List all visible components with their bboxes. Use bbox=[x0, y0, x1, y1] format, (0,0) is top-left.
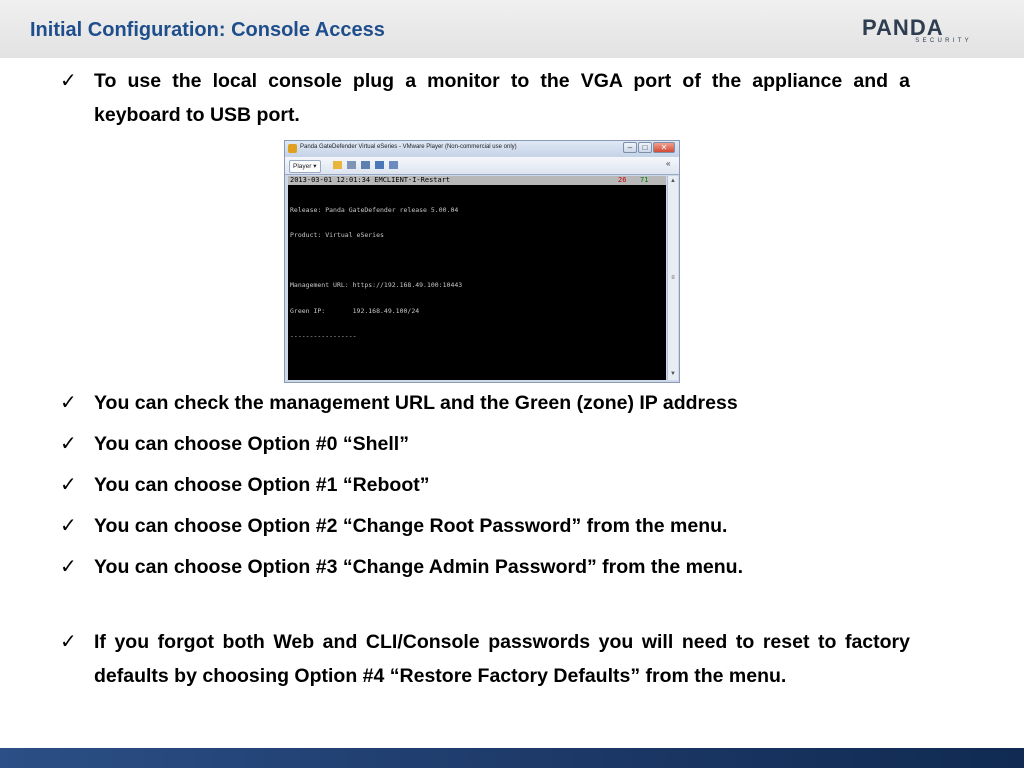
send-ctrl-alt-del-icon[interactable] bbox=[347, 161, 356, 169]
checkmark-icon: ✓ bbox=[60, 392, 77, 414]
window-title: Panda GateDefender Virtual eSeries - VMware Player (Non-commercial use only) bbox=[300, 144, 517, 150]
console-status-text: 2013-03-01 12:01:34 EMCLIENT-I-Restart bbox=[290, 176, 451, 184]
bullet-item bbox=[60, 625, 910, 693]
maximize-icon[interactable]: □ bbox=[638, 142, 652, 153]
slide-footer-bar bbox=[0, 748, 1024, 768]
vmware-player-window bbox=[284, 140, 680, 383]
bullet-item bbox=[60, 509, 910, 543]
vmware-app-icon bbox=[288, 144, 297, 153]
slide-title: Initial Configuration: Console Access bbox=[30, 19, 385, 41]
console-line: Release: Panda GateDefender release 5.00.04 bbox=[290, 205, 459, 214]
bullet-text: You can choose Option #3 “Change Admin Password” from the menu. bbox=[94, 556, 744, 578]
bullet-text: You can choose Option #2 “Change Root Password” from the menu. bbox=[94, 515, 728, 537]
bullet-item bbox=[60, 468, 910, 502]
bullet-text: If you forgot both Web and CLI/Console passwords you will need to reset to factory defaults by choosing Option #4 “Restore Factory Defaults” from the menu. bbox=[94, 631, 910, 687]
checkmark-icon: ✓ bbox=[60, 631, 77, 653]
console-line: ----------------- bbox=[290, 331, 357, 340]
console-status-green: 71 bbox=[640, 176, 649, 184]
bullet-item bbox=[60, 64, 910, 132]
pause-icon[interactable] bbox=[333, 161, 342, 169]
console-scrollbar[interactable] bbox=[667, 176, 678, 380]
scroll-up-icon[interactable]: ▲ bbox=[670, 178, 676, 184]
bullet-text: You can choose Option #1 “Reboot” bbox=[94, 474, 430, 496]
bullet-item bbox=[60, 427, 910, 461]
removable-devices-icon[interactable] bbox=[361, 161, 370, 169]
panda-security-logo bbox=[862, 17, 972, 47]
checkmark-icon: ✓ bbox=[60, 70, 77, 92]
close-icon[interactable]: ✕ bbox=[653, 142, 675, 153]
bullet-text: You can choose Option #0 “Shell” bbox=[94, 433, 409, 455]
vmware-toolbar bbox=[285, 157, 679, 175]
minimize-icon[interactable]: – bbox=[623, 142, 637, 153]
console-line: Management URL: https://192.168.49.100:10443 bbox=[290, 281, 463, 290]
bullet-item bbox=[60, 386, 910, 420]
scroll-down-icon[interactable]: ▼ bbox=[670, 371, 676, 377]
checkmark-icon: ✓ bbox=[60, 515, 77, 537]
toolbar-overflow-icon[interactable]: « bbox=[666, 159, 671, 168]
bullet-item bbox=[60, 550, 910, 584]
console-line: Product: Virtual eSeries bbox=[290, 231, 384, 240]
console-status-bar bbox=[288, 176, 666, 185]
console-output bbox=[290, 189, 462, 380]
window-titlebar bbox=[285, 141, 679, 157]
player-menu-button[interactable]: Player ▾ bbox=[289, 160, 321, 173]
console-line bbox=[290, 256, 462, 264]
console-line: Green IP: 192.168.49.100/24 bbox=[290, 306, 420, 315]
bullet-text: To use the local console plug a monitor to the VGA port of the appliance and a keyboard to USB port. bbox=[94, 70, 910, 126]
checkmark-icon: ✓ bbox=[60, 433, 77, 455]
console-line bbox=[290, 357, 462, 365]
logo-wordmark: PANDA bbox=[862, 15, 944, 40]
checkmark-icon: ✓ bbox=[60, 474, 77, 496]
unity-icon[interactable] bbox=[389, 161, 398, 169]
console-screen[interactable] bbox=[288, 176, 666, 380]
logo-subtitle: SECURITY bbox=[915, 38, 972, 44]
slide-header bbox=[0, 0, 1024, 58]
bullet-text: You can check the management URL and the Green (zone) IP address bbox=[94, 392, 738, 414]
fullscreen-icon[interactable] bbox=[375, 161, 384, 169]
scroll-grip-icon[interactable]: ≡ bbox=[671, 275, 675, 281]
checkmark-icon: ✓ bbox=[60, 556, 77, 578]
console-status-red: 26 bbox=[618, 176, 627, 184]
